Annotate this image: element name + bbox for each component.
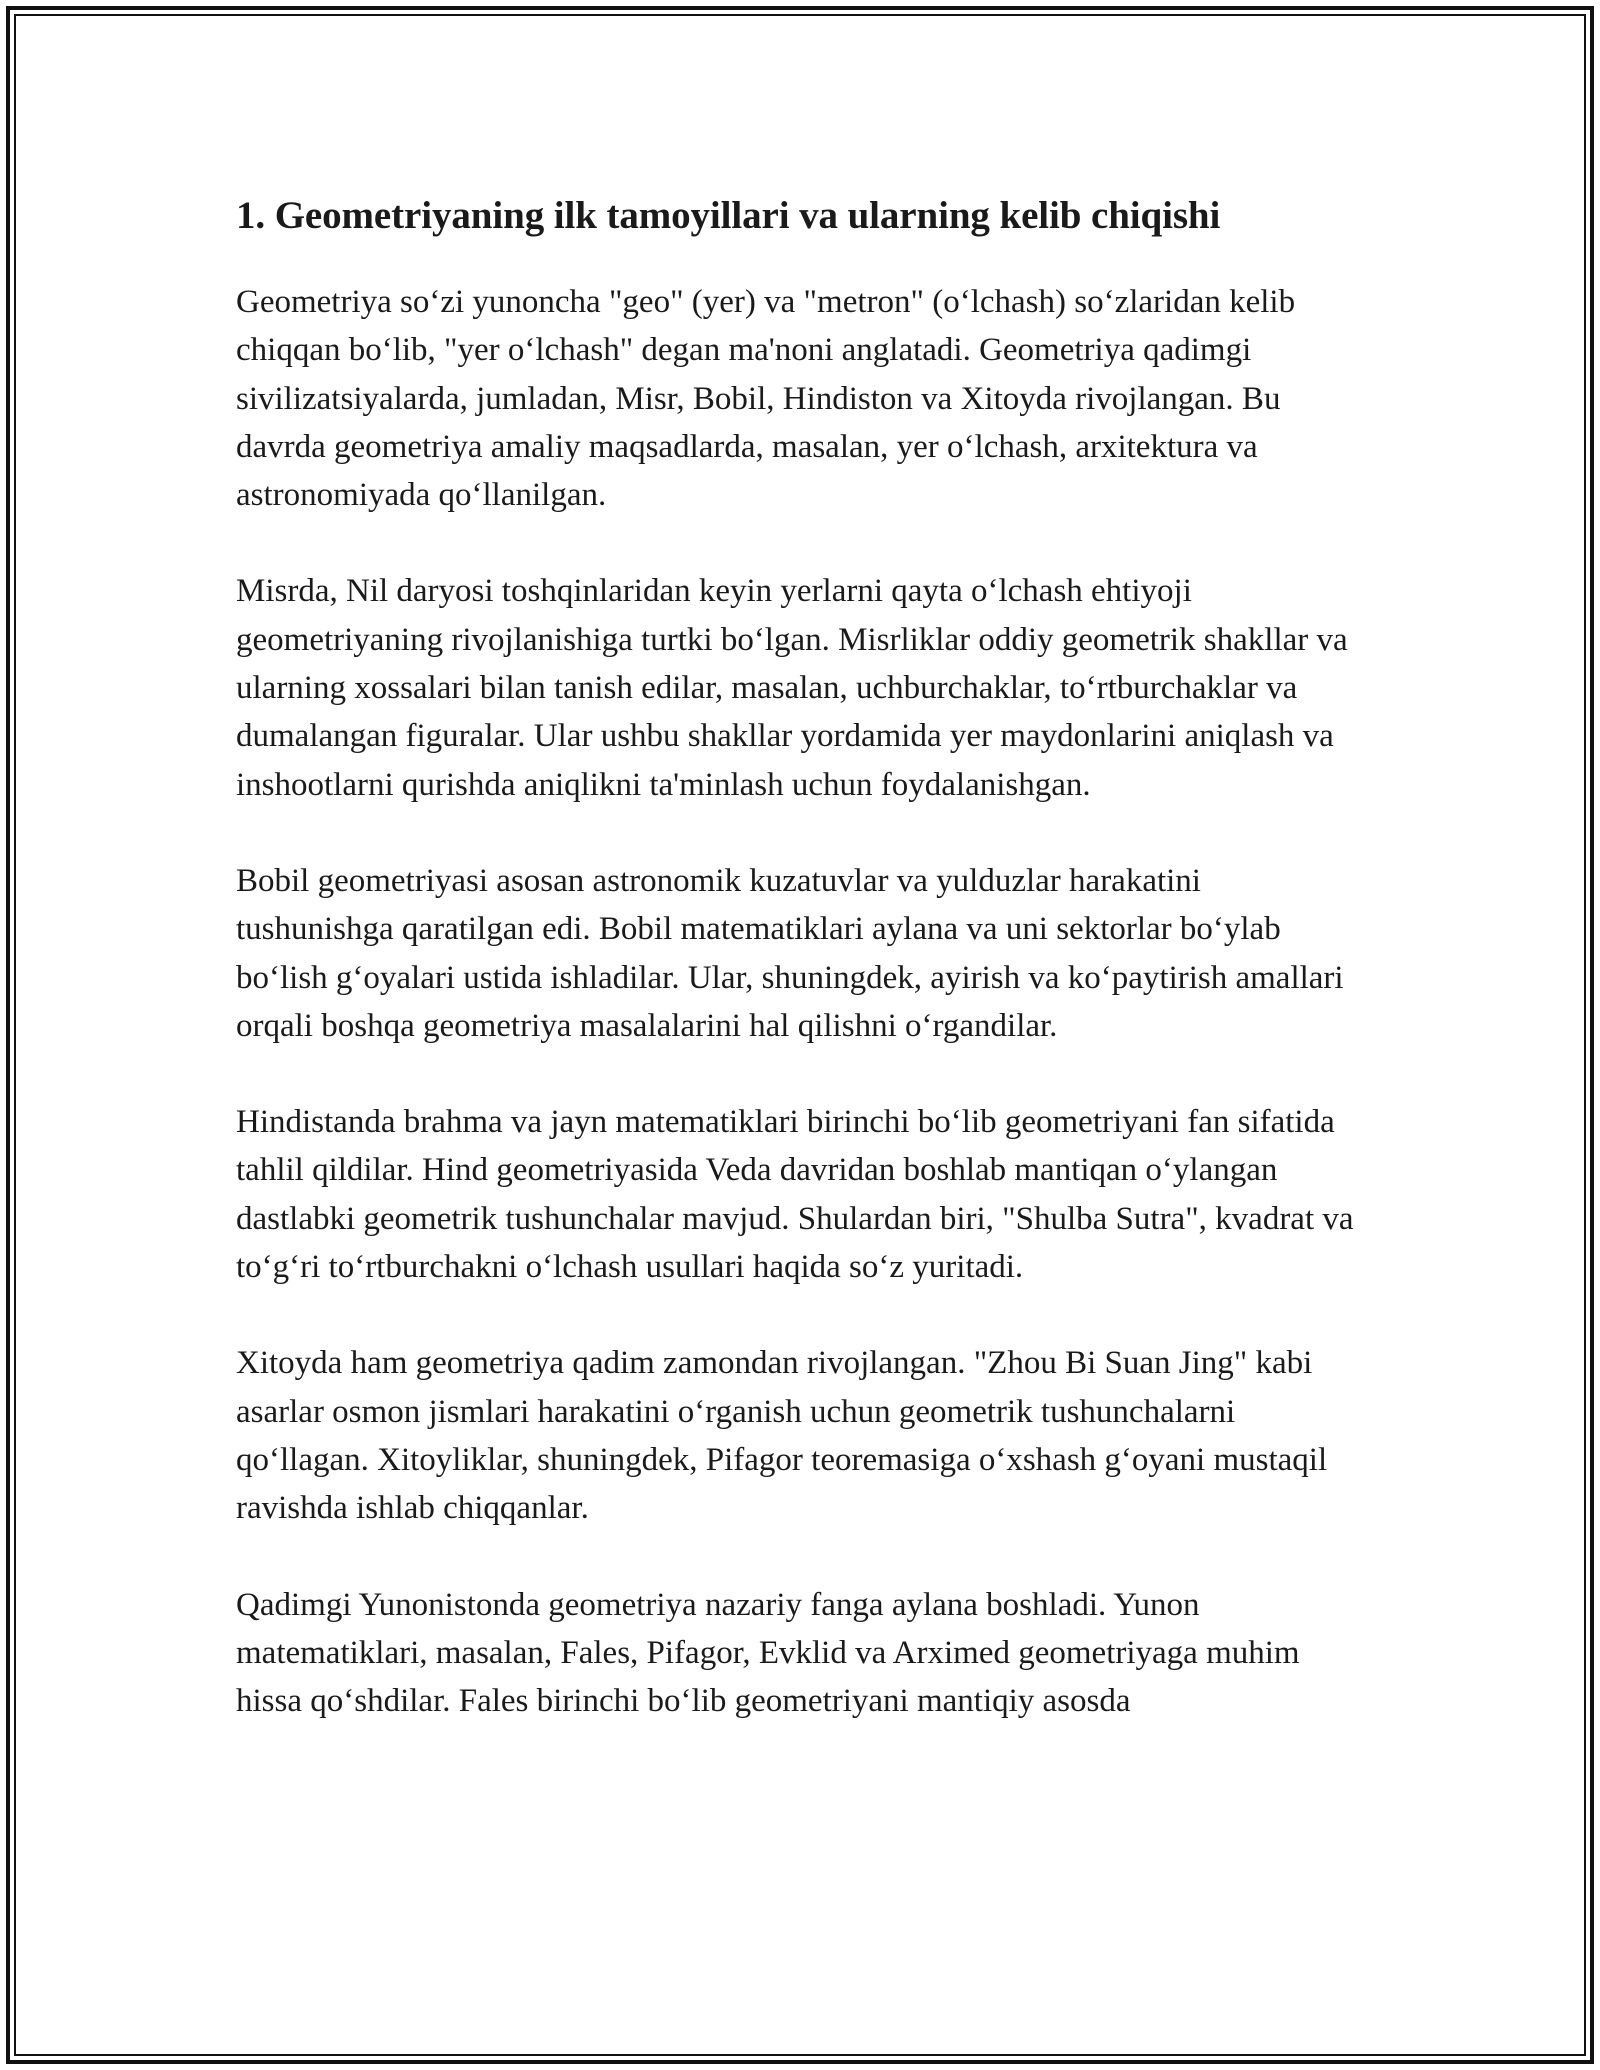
paragraph-babylon: Bobil geometriyasi asosan astronomik kuzatuvlar va yulduzlar harakatini tushunishga qaratilgan edi. Bobil matematiklari aylana va uni sektorlar bo‘ylab bo‘lish g‘oyalari ustida ishladilar. Ular, shuningdek, ayirish va ko‘paytirish amallari orqali boshqa geometriya masalalarini hal qilishni o‘rgandilar.: [236, 862, 1344, 1044]
document-page: [236, 184, 1366, 1725]
paragraph-india: Hindistanda brahma va jayn matematiklari birinchi bo‘lib geometriyani fan sifatida tahlil qildilar. Hind geometriyasida Veda davridan boshlab mantiqan o‘ylangan dastlabki geometrik tushunchalar mavjud. Shulardan biri, "Shulba Sutra", kvadrat va to‘g‘ri to‘rtburchakni o‘lchash usullari haqida so‘z yuritadi.: [236, 1104, 1354, 1286]
paragraph-etymology: Geometriya so‘zi yunoncha "geo" (yer) va "metron" (o‘lchash) so‘zlaridan kelib chiqqan bo‘lib, "yer o‘lchash" degan ma'noni anglatadi. Geometriya qadimgi sivilizatsiyalarda, jumladan, Misr, Bobil, Hindiston va Xitoyda rivojlangan. Bu davrda geometriya amaliy maqsadlarda, masalan, yer o‘lchash, arxitektura va astronomiyada qo‘llanilgan.: [236, 284, 1296, 514]
paragraph-egypt: Misrda, Nil daryosi toshqinlaridan keyin yerlarni qayta o‘lchash ehtiyoji geometriyaning rivojlanishiga turtki bo‘lgan. Misrliklar oddiy geometrik shakllar va ularning xossalari bilan tanish edilar, masalan, uchburchaklar, to‘rtburchaklar va dumalangan figuralar. Ular ushbu shakllar yordamida yer maydonlarini aniqlash va inshootlarni qurishda aniqlikni ta'minlash uchun foydalanishgan.: [236, 573, 1348, 803]
paragraph-greece: Qadimgi Yunonistonda geometriya nazariy fanga aylana boshladi. Yunon matematiklari, masalan, Fales, Pifagor, Evklid va Arximed geometriyaga muhim hissa qo‘shdilar. Fales birinchi bo‘lib geometriyani mantiqiy asosda: [236, 1586, 1300, 1720]
section-heading: 1. Geometriyaning ilk tamoyillari va ularning kelib chiqishi: [236, 194, 1221, 237]
paragraph-china: Xitoyda ham geometriya qadim zamondan rivojlangan. "Zhou Bi Suan Jing" kabi asarlar osmon jismlari harakatini o‘rganish uchun geometrik tushunchalarni qo‘llagan. Xitoyliklar, shuningdek, Pifagor teoremasiga o‘xshash g‘oyani mustaqil ravishda ishlab chiqqanlar.: [236, 1345, 1328, 1527]
